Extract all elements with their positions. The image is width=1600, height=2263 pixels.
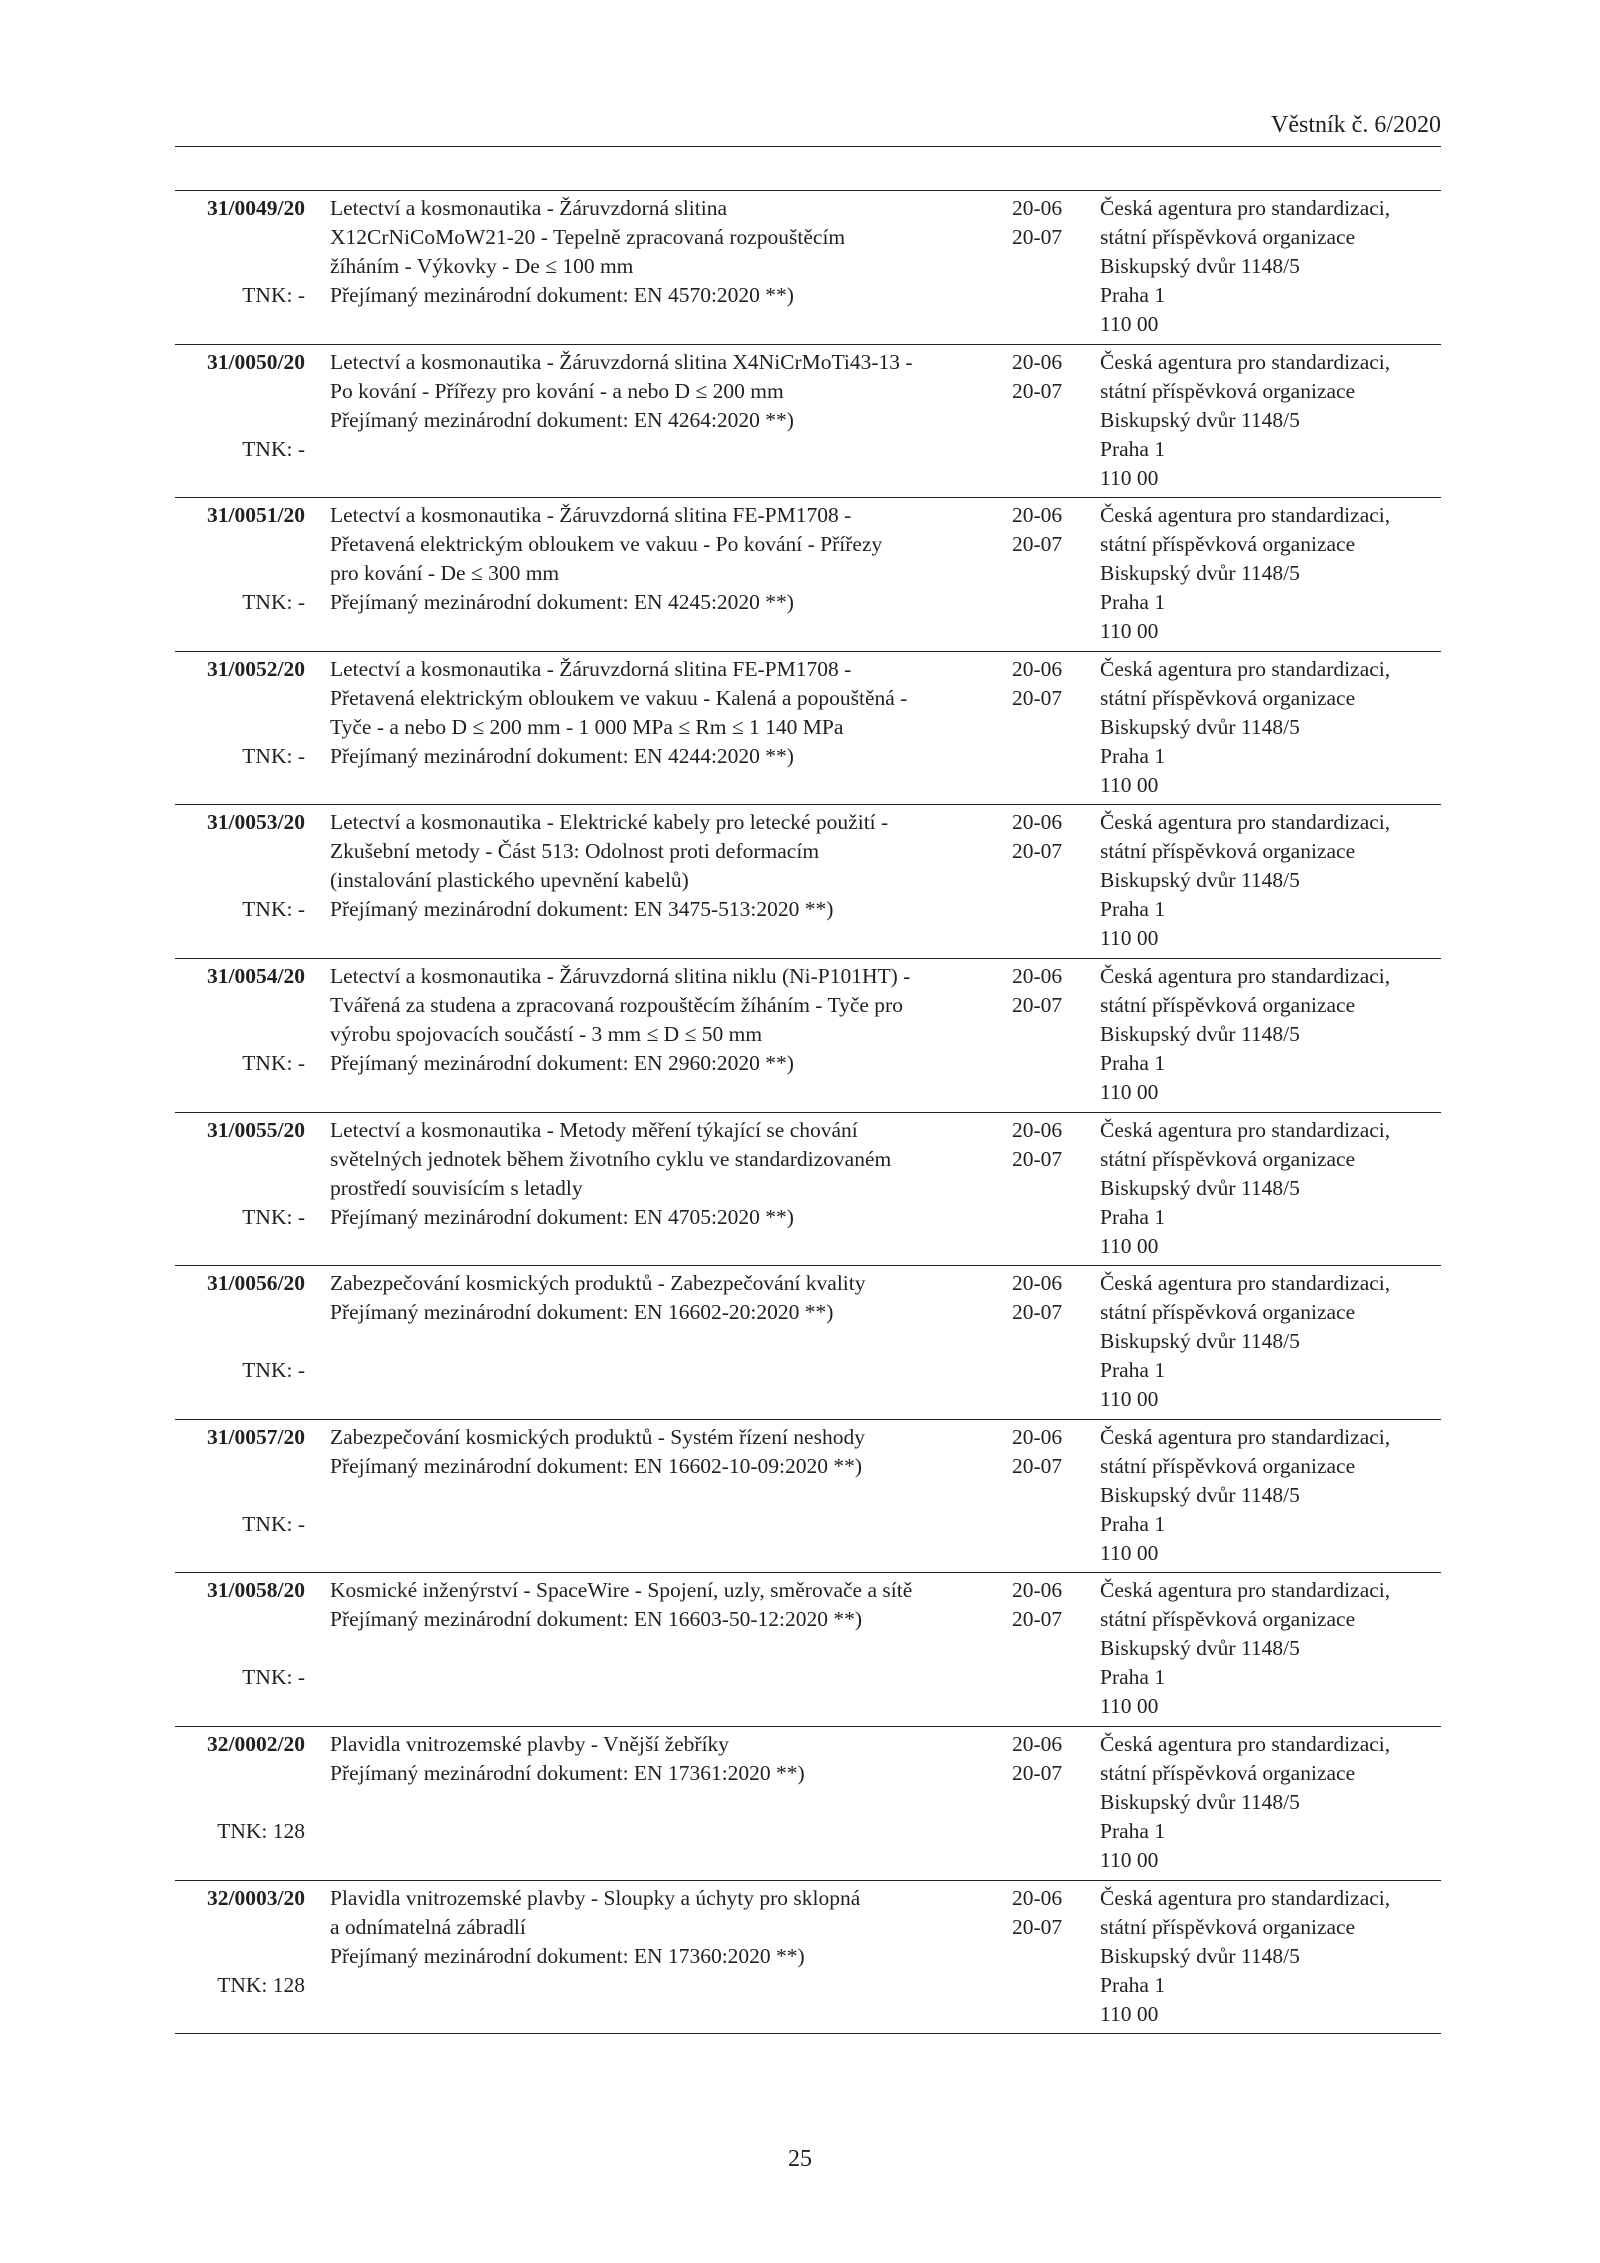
dates-cell — [1012, 1423, 1072, 1481]
organization-cell — [1100, 808, 1445, 953]
organization-line: Praha 1 — [1100, 436, 1166, 461]
description-line: Kosmické inženýrství - SpaceWire - Spojení, uzly, směrovače a sítě — [330, 1578, 913, 1603]
organization-line: Praha 1 — [1100, 283, 1166, 307]
organization-line: státní příspěvková organizace — [1100, 685, 1356, 710]
tnk-label: TNK: - — [242, 590, 305, 615]
organization-line: státní příspěvková organizace — [1100, 1453, 1356, 1478]
dates-cell — [1012, 194, 1072, 252]
organization-line: Biskupský dvůr 1148/5 — [1100, 1175, 1300, 1200]
description-cell — [330, 1423, 1010, 1481]
dates-cell — [1012, 1116, 1072, 1174]
description-cell — [330, 1730, 1010, 1788]
description-cell — [330, 962, 1010, 1078]
description-line: Přejímaný mezinárodní dokument: EN 16603-50-12:2020 **) — [330, 1607, 863, 1632]
organization-line: státní příspěvková organizace — [1100, 839, 1356, 864]
organization-line: Česká agentura pro standardizaci, — [1100, 1578, 1391, 1603]
standard-number: 31/0058/20 — [207, 1578, 305, 1603]
organization-line: Česká agentura pro standardizaci, — [1100, 656, 1391, 681]
description-line: Letectví a kosmonautika - Žáruvzdorná slitina niklu (Ni-P101HT) - — [330, 963, 911, 988]
description-line: Přetavená elektrickým obloukem ve vakuu - Po kování - Přířezy — [330, 532, 883, 557]
tnk-label: TNK: - — [242, 283, 305, 307]
date-value: 20-07 — [1012, 1760, 1063, 1785]
standard-number-cell — [175, 962, 305, 1075]
tnk-label: TNK: - — [242, 1358, 305, 1383]
description-cell — [330, 1576, 1010, 1634]
organization-cell — [1100, 962, 1445, 1107]
standard-number: 31/0049/20 — [207, 196, 305, 220]
table-row — [175, 1727, 1441, 1881]
description-cell — [330, 655, 1010, 771]
standard-number-cell — [175, 1884, 305, 1997]
organization-line: Biskupský dvůr 1148/5 — [1100, 714, 1300, 739]
description-line: Letectví a kosmonautika - Žáruvzdorná slitina — [330, 196, 728, 220]
tnk-label: TNK: - — [242, 1204, 305, 1229]
organization-line: Biskupský dvůr 1148/5 — [1100, 254, 1300, 278]
date-value: 20-07 — [1012, 225, 1063, 249]
organization-line: Praha 1 — [1100, 1050, 1166, 1075]
description-line: Tvářená za studena a zpracovaná rozpouštěcím žíháním - Tyče pro — [330, 992, 903, 1017]
organization-line: Biskupský dvůr 1148/5 — [1100, 1789, 1300, 1814]
description-line: Letectví a kosmonautika - Žáruvzdorná slitina FE-PM1708 - — [330, 503, 852, 528]
date-value: 20-06 — [1012, 1117, 1063, 1142]
page-header — [175, 106, 1441, 147]
table-row — [175, 652, 1441, 806]
standard-number-cell — [175, 1423, 305, 1536]
organization-line: Biskupský dvůr 1148/5 — [1100, 1943, 1300, 1968]
organization-line: Česká agentura pro standardizaci, — [1100, 349, 1391, 374]
dates-cell — [1012, 1269, 1072, 1327]
description-line: Přejímaný mezinárodní dokument: EN 2960:2020 **) — [330, 1050, 794, 1075]
page-number: 25 — [788, 2146, 812, 2172]
description-cell — [330, 808, 1010, 924]
date-value: 20-06 — [1012, 349, 1063, 374]
description-line: Plavidla vnitrozemské plavby - Sloupky a úchyty pro sklopná — [330, 1885, 861, 1910]
organization-line: Praha 1 — [1100, 1204, 1166, 1229]
standard-number-cell — [175, 501, 305, 615]
description-line: (instalování plastického upevnění kabelů) — [330, 868, 689, 893]
tnk-label: TNK: - — [242, 897, 305, 922]
description-line: pro kování - De ≤ 300 mm — [330, 561, 560, 586]
standard-number: 31/0051/20 — [207, 503, 305, 528]
organization-line: Praha 1 — [1100, 1665, 1166, 1690]
description-line: výrobu spojovacích součástí - 3 mm ≤ D ≤ 50 mm — [330, 1021, 763, 1046]
dates-cell — [1012, 1730, 1072, 1788]
standard-number: 31/0055/20 — [207, 1117, 305, 1142]
description-line: Letectví a kosmonautika - Žáruvzdorná slitina X4NiCrMoTi43-13 - — [330, 349, 913, 374]
organization-line: Praha 1 — [1100, 1511, 1166, 1536]
standard-number-cell — [175, 348, 305, 461]
description-line: Zabezpečování kosmických produktů - Zabezpečování kvality — [330, 1271, 866, 1296]
organization-line: Praha 1 — [1100, 1818, 1166, 1843]
description-line: Zkušební metody - Část 513: Odolnost proti deformacím — [330, 839, 820, 864]
description-line: Přejímaný mezinárodní dokument: EN 16602-20:2020 **) — [330, 1300, 834, 1325]
organization-line: Česká agentura pro standardizaci, — [1100, 1424, 1391, 1449]
table-row — [175, 1573, 1441, 1727]
description-line: Letectví a kosmonautika - Metody měření týkající se chování — [330, 1117, 858, 1142]
organization-line: státní příspěvková organizace — [1100, 532, 1356, 557]
date-value: 20-07 — [1012, 1146, 1063, 1171]
dates-cell — [1012, 501, 1072, 559]
dates-cell — [1012, 1576, 1072, 1634]
organization-line: Praha 1 — [1100, 897, 1166, 922]
organization-line: Biskupský dvůr 1148/5 — [1100, 1482, 1300, 1507]
tnk-label: TNK: - — [242, 1511, 305, 1536]
bulletin-title: Věstník č. 6/2020 — [1271, 112, 1441, 138]
table-row — [175, 1266, 1441, 1420]
description-line: X12CrNiCoMoW21-20 - Tepelně zpracovaná rozpouštěcím — [330, 225, 846, 249]
organization-cell — [1100, 1269, 1445, 1414]
organization-line: Biskupský dvůr 1148/5 — [1100, 868, 1300, 893]
description-line: žíháním - Výkovky - De ≤ 100 mm — [330, 254, 634, 278]
description-line: světelných jednotek během životního cyklu ve standardizovaném — [330, 1146, 892, 1171]
organization-line: Česká agentura pro standardizaci, — [1100, 503, 1391, 528]
tnk-label: TNK: - — [242, 1665, 305, 1690]
organization-line: státní příspěvková organizace — [1100, 1914, 1356, 1939]
table-row — [175, 805, 1441, 959]
organization-cell — [1100, 1576, 1445, 1721]
description-cell — [330, 1884, 1010, 1971]
standard-number-cell — [175, 655, 305, 768]
organization-line: Biskupský dvůr 1148/5 — [1100, 1636, 1300, 1661]
date-value: 20-07 — [1012, 1300, 1063, 1325]
organization-line: 110 00 — [1100, 1079, 1159, 1104]
organization-line: Česká agentura pro standardizaci, — [1100, 1731, 1391, 1756]
organization-line: Česká agentura pro standardizaci, — [1100, 810, 1391, 835]
description-line: Po kování - Přířezy pro kování - a nebo D ≤ 200 mm — [330, 378, 784, 403]
organization-line: státní příspěvková organizace — [1100, 378, 1356, 403]
description-line: Přejímaný mezinárodní dokument: EN 17361:2020 **) — [330, 1760, 805, 1785]
date-value: 20-06 — [1012, 196, 1063, 220]
organization-line: Biskupský dvůr 1148/5 — [1100, 1329, 1300, 1354]
organization-line: 110 00 — [1100, 926, 1159, 951]
standard-number: 31/0057/20 — [207, 1424, 305, 1449]
organization-line: státní příspěvková organizace — [1100, 992, 1356, 1017]
description-line: Letectví a kosmonautika - Žáruvzdorná slitina FE-PM1708 - — [330, 656, 852, 681]
description-line: Přejímaný mezinárodní dokument: EN 16602-10-09:2020 **) — [330, 1453, 863, 1478]
description-line: Tyče - a nebo D ≤ 200 mm - 1 000 MPa ≤ Rm ≤ 1 140 MPa — [330, 714, 844, 739]
description-line: Přejímaný mezinárodní dokument: EN 4244:2020 **) — [330, 743, 794, 768]
description-line: Přejímaný mezinárodní dokument: EN 4264:2020 **) — [330, 407, 794, 432]
date-value: 20-06 — [1012, 1731, 1063, 1756]
date-value: 20-06 — [1012, 1424, 1063, 1449]
organization-line: Praha 1 — [1100, 1972, 1166, 1997]
organization-line: Biskupský dvůr 1148/5 — [1100, 1021, 1300, 1046]
description-cell — [330, 1116, 1010, 1232]
description-line: Přejímaný mezinárodní dokument: EN 4570:2020 **) — [330, 283, 794, 307]
organization-cell — [1100, 348, 1445, 493]
table-row — [175, 1420, 1441, 1574]
description-line: Přejímaný mezinárodní dokument: EN 3475-513:2020 **) — [330, 897, 834, 922]
organization-cell — [1100, 1423, 1445, 1568]
description-line: Přejímaný mezinárodní dokument: EN 17360:2020 **) — [330, 1943, 805, 1968]
organization-line: Česká agentura pro standardizaci, — [1100, 196, 1391, 220]
tnk-label: TNK: - — [242, 436, 305, 461]
organization-line: 110 00 — [1100, 2001, 1159, 2026]
date-value: 20-06 — [1012, 1578, 1063, 1603]
date-value: 20-07 — [1012, 1453, 1063, 1478]
table-row — [175, 191, 1441, 345]
table-row — [175, 1881, 1441, 2035]
description-cell — [330, 501, 1010, 617]
dates-cell — [1012, 1884, 1072, 1942]
standard-number-cell — [175, 1730, 305, 1843]
dates-cell — [1012, 348, 1072, 406]
description-line: Přejímaný mezinárodní dokument: EN 4245:2020 **) — [330, 590, 794, 615]
organization-cell — [1100, 501, 1445, 646]
date-value: 20-06 — [1012, 503, 1063, 528]
standard-number-cell — [175, 808, 305, 922]
standard-number: 31/0056/20 — [207, 1271, 305, 1296]
date-value: 20-07 — [1012, 378, 1063, 403]
standard-number-cell — [175, 1269, 305, 1383]
organization-line: Biskupský dvůr 1148/5 — [1100, 407, 1300, 432]
date-value: 20-07 — [1012, 532, 1063, 557]
date-value: 20-07 — [1012, 1914, 1063, 1939]
organization-line: státní příspěvková organizace — [1100, 1760, 1356, 1785]
table-row — [175, 1113, 1441, 1267]
date-value: 20-07 — [1012, 839, 1063, 864]
description-cell — [330, 1269, 1010, 1327]
description-line: Přetavená elektrickým obloukem ve vakuu - Kalená a popouštěná - — [330, 685, 908, 710]
organization-line: Česká agentura pro standardizaci, — [1100, 963, 1391, 988]
standard-number-cell — [175, 194, 305, 307]
description-line: Zabezpečování kosmických produktů - Systém řízení neshody — [330, 1424, 865, 1449]
dates-cell — [1012, 962, 1072, 1020]
organization-line: 110 00 — [1100, 312, 1159, 336]
organization-line: státní příspěvková organizace — [1100, 1146, 1356, 1171]
description-line: Letectví a kosmonautika - Elektrické kabely pro letecké použití - — [330, 810, 889, 835]
organization-line: Biskupský dvůr 1148/5 — [1100, 561, 1300, 586]
date-value: 20-06 — [1012, 810, 1063, 835]
dates-cell — [1012, 808, 1072, 866]
organization-line: 110 00 — [1100, 772, 1159, 797]
organization-line: 110 00 — [1100, 619, 1159, 644]
tnk-label: TNK: - — [242, 743, 305, 768]
organization-line: 110 00 — [1100, 465, 1159, 490]
description-line: a odnímatelná zábradlí — [330, 1914, 526, 1939]
tnk-label: TNK: - — [242, 1050, 305, 1075]
standard-number: 31/0053/20 — [207, 810, 305, 835]
organization-cell — [1100, 1884, 1445, 2029]
standard-number-cell — [175, 1576, 305, 1690]
organization-line: státní příspěvková organizace — [1100, 1300, 1356, 1325]
date-value: 20-06 — [1012, 1885, 1063, 1910]
table-row — [175, 498, 1441, 652]
date-value: 20-07 — [1012, 685, 1063, 710]
description-cell — [330, 348, 1010, 435]
standard-number-cell — [175, 1116, 305, 1229]
standard-number: 32/0002/20 — [207, 1731, 305, 1756]
description-line: Plavidla vnitrozemské plavby - Vnější žebříky — [330, 1731, 730, 1756]
date-value: 20-07 — [1012, 992, 1063, 1017]
organization-cell — [1100, 655, 1445, 800]
date-value: 20-06 — [1012, 656, 1063, 681]
organization-line: Praha 1 — [1100, 743, 1166, 768]
organization-cell — [1100, 1730, 1445, 1875]
organization-cell — [1100, 194, 1445, 339]
organization-line: Praha 1 — [1100, 590, 1166, 615]
standards-table — [175, 190, 1441, 2034]
organization-line: 110 00 — [1100, 1387, 1159, 1412]
date-value: 20-06 — [1012, 963, 1063, 988]
organization-line: 110 00 — [1100, 1233, 1159, 1258]
standard-number: 31/0054/20 — [207, 963, 305, 988]
organization-cell — [1100, 1116, 1445, 1261]
standard-number: 31/0052/20 — [207, 656, 305, 681]
organization-line: státní příspěvková organizace — [1100, 225, 1356, 249]
organization-line: Praha 1 — [1100, 1358, 1166, 1383]
date-value: 20-06 — [1012, 1271, 1063, 1296]
table-row — [175, 959, 1441, 1113]
standard-number: 32/0003/20 — [207, 1885, 305, 1910]
standard-number: 31/0050/20 — [207, 349, 305, 374]
organization-line: Česká agentura pro standardizaci, — [1100, 1117, 1391, 1142]
dates-cell — [1012, 655, 1072, 713]
organization-line: státní příspěvková organizace — [1100, 1607, 1356, 1632]
organization-line: 110 00 — [1100, 1847, 1159, 1872]
organization-line: Česká agentura pro standardizaci, — [1100, 1271, 1391, 1296]
organization-line: 110 00 — [1100, 1540, 1159, 1565]
table-row — [175, 345, 1441, 499]
organization-line: 110 00 — [1100, 1694, 1159, 1719]
date-value: 20-07 — [1012, 1607, 1063, 1632]
organization-line: Česká agentura pro standardizaci, — [1100, 1885, 1391, 1910]
tnk-label: TNK: 128 — [217, 1818, 305, 1843]
description-line: prostředí souvisícím s letadly — [330, 1175, 583, 1200]
description-line: Přejímaný mezinárodní dokument: EN 4705:2020 **) — [330, 1204, 794, 1229]
description-cell — [330, 194, 1010, 310]
tnk-label: TNK: 128 — [217, 1972, 305, 1997]
